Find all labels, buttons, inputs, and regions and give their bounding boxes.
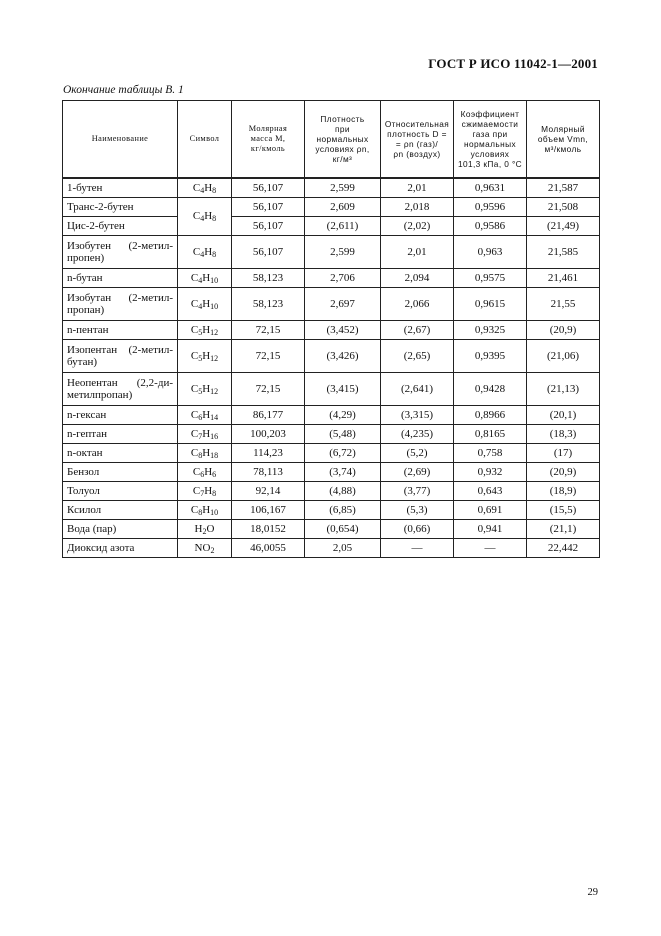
cell-density: 2,697 (305, 288, 381, 321)
cell-symbol: $C_6H_{14}$ (178, 406, 232, 425)
cell-density: (3,415) (305, 373, 381, 406)
cell-compressibility: 0,963 (454, 236, 527, 269)
cell-density: 2,05 (305, 539, 381, 558)
header-row (63, 101, 600, 179)
cell-molar-mass: 18,0152 (232, 520, 305, 539)
cell-molar-mass: 78,113 (232, 463, 305, 482)
cell-molar-volume: (20,9) (527, 463, 600, 482)
cell-relative-density: (2,02) (381, 217, 454, 236)
cell-molar-volume: (15,5) (527, 501, 600, 520)
cell-molar-volume: (21,1) (527, 520, 600, 539)
cell-relative-density: (3,315) (381, 406, 454, 425)
cell-molar-mass: 106,167 (232, 501, 305, 520)
col-header-molar-volume: Молярный объем Vmn, м³/кмоль (527, 101, 600, 179)
table-row (63, 321, 600, 340)
table-row (63, 482, 600, 501)
cell-density: 2,599 (305, 236, 381, 269)
cell-compressibility: 0,9325 (454, 321, 527, 340)
cell-name: n-гексан (63, 406, 178, 425)
cell-relative-density: 2,066 (381, 288, 454, 321)
table-row (63, 236, 600, 269)
cell-molar-volume: (21,49) (527, 217, 600, 236)
table-row (63, 288, 600, 321)
cell-name: Ксилол (63, 501, 178, 520)
cell-name: n-октан (63, 444, 178, 463)
cell-compressibility: 0,9586 (454, 217, 527, 236)
cell-molar-volume: (21,13) (527, 373, 600, 406)
cell-compressibility: 0,9395 (454, 340, 527, 373)
cell-compressibility: — (454, 539, 527, 558)
cell-compressibility: 0,8966 (454, 406, 527, 425)
cell-density: (2,611) (305, 217, 381, 236)
cell-molar-volume: (18,3) (527, 425, 600, 444)
cell-name: Транс-2-бутен (63, 198, 178, 217)
cell-molar-volume: (17) (527, 444, 600, 463)
table-body (63, 178, 600, 558)
cell-relative-density: (2,69) (381, 463, 454, 482)
cell-molar-volume: 22,442 (527, 539, 600, 558)
cell-symbol: $C_7H_{16}$ (178, 425, 232, 444)
cell-molar-mass: 92,14 (232, 482, 305, 501)
cell-relative-density: (2,67) (381, 321, 454, 340)
cell-molar-volume: 21,585 (527, 236, 600, 269)
cell-relative-density: — (381, 539, 454, 558)
cell-compressibility: 0,758 (454, 444, 527, 463)
cell-molar-mass: 56,107 (232, 217, 305, 236)
cell-molar-mass: 86,177 (232, 406, 305, 425)
cell-relative-density: (0,66) (381, 520, 454, 539)
cell-density: (4,88) (305, 482, 381, 501)
cell-density: 2,609 (305, 198, 381, 217)
cell-density: (6,85) (305, 501, 381, 520)
cell-compressibility: 0,932 (454, 463, 527, 482)
col-header-density: Плотность при нормальных условиях ρn, кг/м³ (305, 101, 381, 179)
cell-name: n-бутан (63, 269, 178, 288)
cell-name: 1-бутен (63, 178, 178, 198)
table-row (63, 444, 600, 463)
table-row (63, 198, 600, 217)
cell-symbol: $C_8H_{10}$ (178, 501, 232, 520)
cell-relative-density: (2,65) (381, 340, 454, 373)
cell-name: Цис-2-бутен (63, 217, 178, 236)
col-header-compressibility: Коэффициент сжимаемости газа при нормальных условиях 101,3 кПа, 0 °С (454, 101, 527, 179)
cell-density: (6,72) (305, 444, 381, 463)
cell-compressibility: 0,643 (454, 482, 527, 501)
table-row (63, 501, 600, 520)
cell-symbol: $C_4H_8$ (178, 178, 232, 198)
cell-molar-mass: 100,203 (232, 425, 305, 444)
cell-molar-mass: 58,123 (232, 288, 305, 321)
cell-relative-density: (4,235) (381, 425, 454, 444)
table-row (63, 425, 600, 444)
cell-molar-mass: 72,15 (232, 321, 305, 340)
cell-name: Бензол (63, 463, 178, 482)
cell-density: (4,29) (305, 406, 381, 425)
cell-molar-mass: 58,123 (232, 269, 305, 288)
table-caption: Окончание таблицы В. 1 (63, 84, 184, 96)
cell-molar-volume: (18,9) (527, 482, 600, 501)
cell-compressibility: 0,691 (454, 501, 527, 520)
cell-relative-density: 2,018 (381, 198, 454, 217)
cell-molar-volume: 21,461 (527, 269, 600, 288)
cell-name: Изобутан (2-метил-пропан) (63, 288, 178, 321)
table-row (63, 373, 600, 406)
cell-symbol: $C_6H_6$ (178, 463, 232, 482)
cell-molar-mass: 56,107 (232, 198, 305, 217)
cell-molar-volume: (20,1) (527, 406, 600, 425)
cell-density: (3,426) (305, 340, 381, 373)
cell-symbol: $H_2O$ (178, 520, 232, 539)
cell-molar-mass: 56,107 (232, 178, 305, 198)
cell-density: (0,654) (305, 520, 381, 539)
cell-name: Изобутен (2-метил-пропен) (63, 236, 178, 269)
cell-molar-mass: 56,107 (232, 236, 305, 269)
table-row (63, 217, 600, 236)
cell-compressibility: 0,9428 (454, 373, 527, 406)
cell-compressibility: 0,8165 (454, 425, 527, 444)
cell-molar-volume: (20,9) (527, 321, 600, 340)
cell-name: Изопентан (2-метил-бутан) (63, 340, 178, 373)
cell-relative-density: 2,01 (381, 178, 454, 198)
cell-compressibility: 0,941 (454, 520, 527, 539)
cell-relative-density: (5,3) (381, 501, 454, 520)
cell-name: Неопентан (2,2-ди-метилпропан) (63, 373, 178, 406)
cell-symbol: $NO_2$ (178, 539, 232, 558)
cell-molar-volume: 21,55 (527, 288, 600, 321)
cell-name: n-пентан (63, 321, 178, 340)
cell-molar-mass: 46,0055 (232, 539, 305, 558)
table-row (63, 178, 600, 198)
cell-relative-density: 2,094 (381, 269, 454, 288)
col-header-relative-density: Относительная плотность D = = ρn (газ)/ ρn (воздух) (381, 101, 454, 179)
cell-density: 2,599 (305, 178, 381, 198)
cell-relative-density: (3,77) (381, 482, 454, 501)
cell-molar-volume: 21,587 (527, 178, 600, 198)
cell-compressibility: 0,9631 (454, 178, 527, 198)
table-row (63, 520, 600, 539)
page-number: 29 (587, 887, 598, 898)
cell-relative-density: (2,641) (381, 373, 454, 406)
cell-density: 2,706 (305, 269, 381, 288)
table-row (63, 406, 600, 425)
col-header-symbol: Символ (178, 101, 232, 179)
cell-symbol: $C_8H_{18}$ (178, 444, 232, 463)
cell-name: n-гептан (63, 425, 178, 444)
cell-density: (5,48) (305, 425, 381, 444)
cell-compressibility: 0,9596 (454, 198, 527, 217)
cell-molar-volume: 21,508 (527, 198, 600, 217)
cell-density: (3,452) (305, 321, 381, 340)
table-row (63, 269, 600, 288)
cell-name: Вода (пар) (63, 520, 178, 539)
cell-molar-mass: 72,15 (232, 340, 305, 373)
cell-symbol: $C_5H_{12}$ (178, 340, 232, 373)
cell-molar-mass: 114,23 (232, 444, 305, 463)
cell-symbol: $C_4H_8$ (178, 198, 232, 236)
cell-symbol: $C_4H_8$ (178, 236, 232, 269)
cell-molar-volume: (21,06) (527, 340, 600, 373)
cell-symbol: $C_7H_8$ (178, 482, 232, 501)
cell-density: (3,74) (305, 463, 381, 482)
cell-relative-density: 2,01 (381, 236, 454, 269)
cell-compressibility: 0,9615 (454, 288, 527, 321)
cell-symbol: $C_5H_{12}$ (178, 373, 232, 406)
table-row (63, 539, 600, 558)
cell-name: Толуол (63, 482, 178, 501)
gas-properties-table (62, 100, 600, 558)
cell-symbol: $C_4H_{10}$ (178, 269, 232, 288)
col-header-molar-mass: Молярная масса М, кг/кмоль (232, 101, 305, 179)
table-row (63, 463, 600, 482)
cell-name: Диоксид азота (63, 539, 178, 558)
cell-relative-density: (5,2) (381, 444, 454, 463)
document-code: ГОСТ Р ИСО 11042-1—2001 (428, 56, 598, 71)
col-header-name: Наименование (63, 101, 178, 179)
cell-molar-mass: 72,15 (232, 373, 305, 406)
table-row (63, 340, 600, 373)
cell-compressibility: 0,9575 (454, 269, 527, 288)
cell-symbol: $C_5H_{12}$ (178, 321, 232, 340)
cell-symbol: $C_4H_{10}$ (178, 288, 232, 321)
